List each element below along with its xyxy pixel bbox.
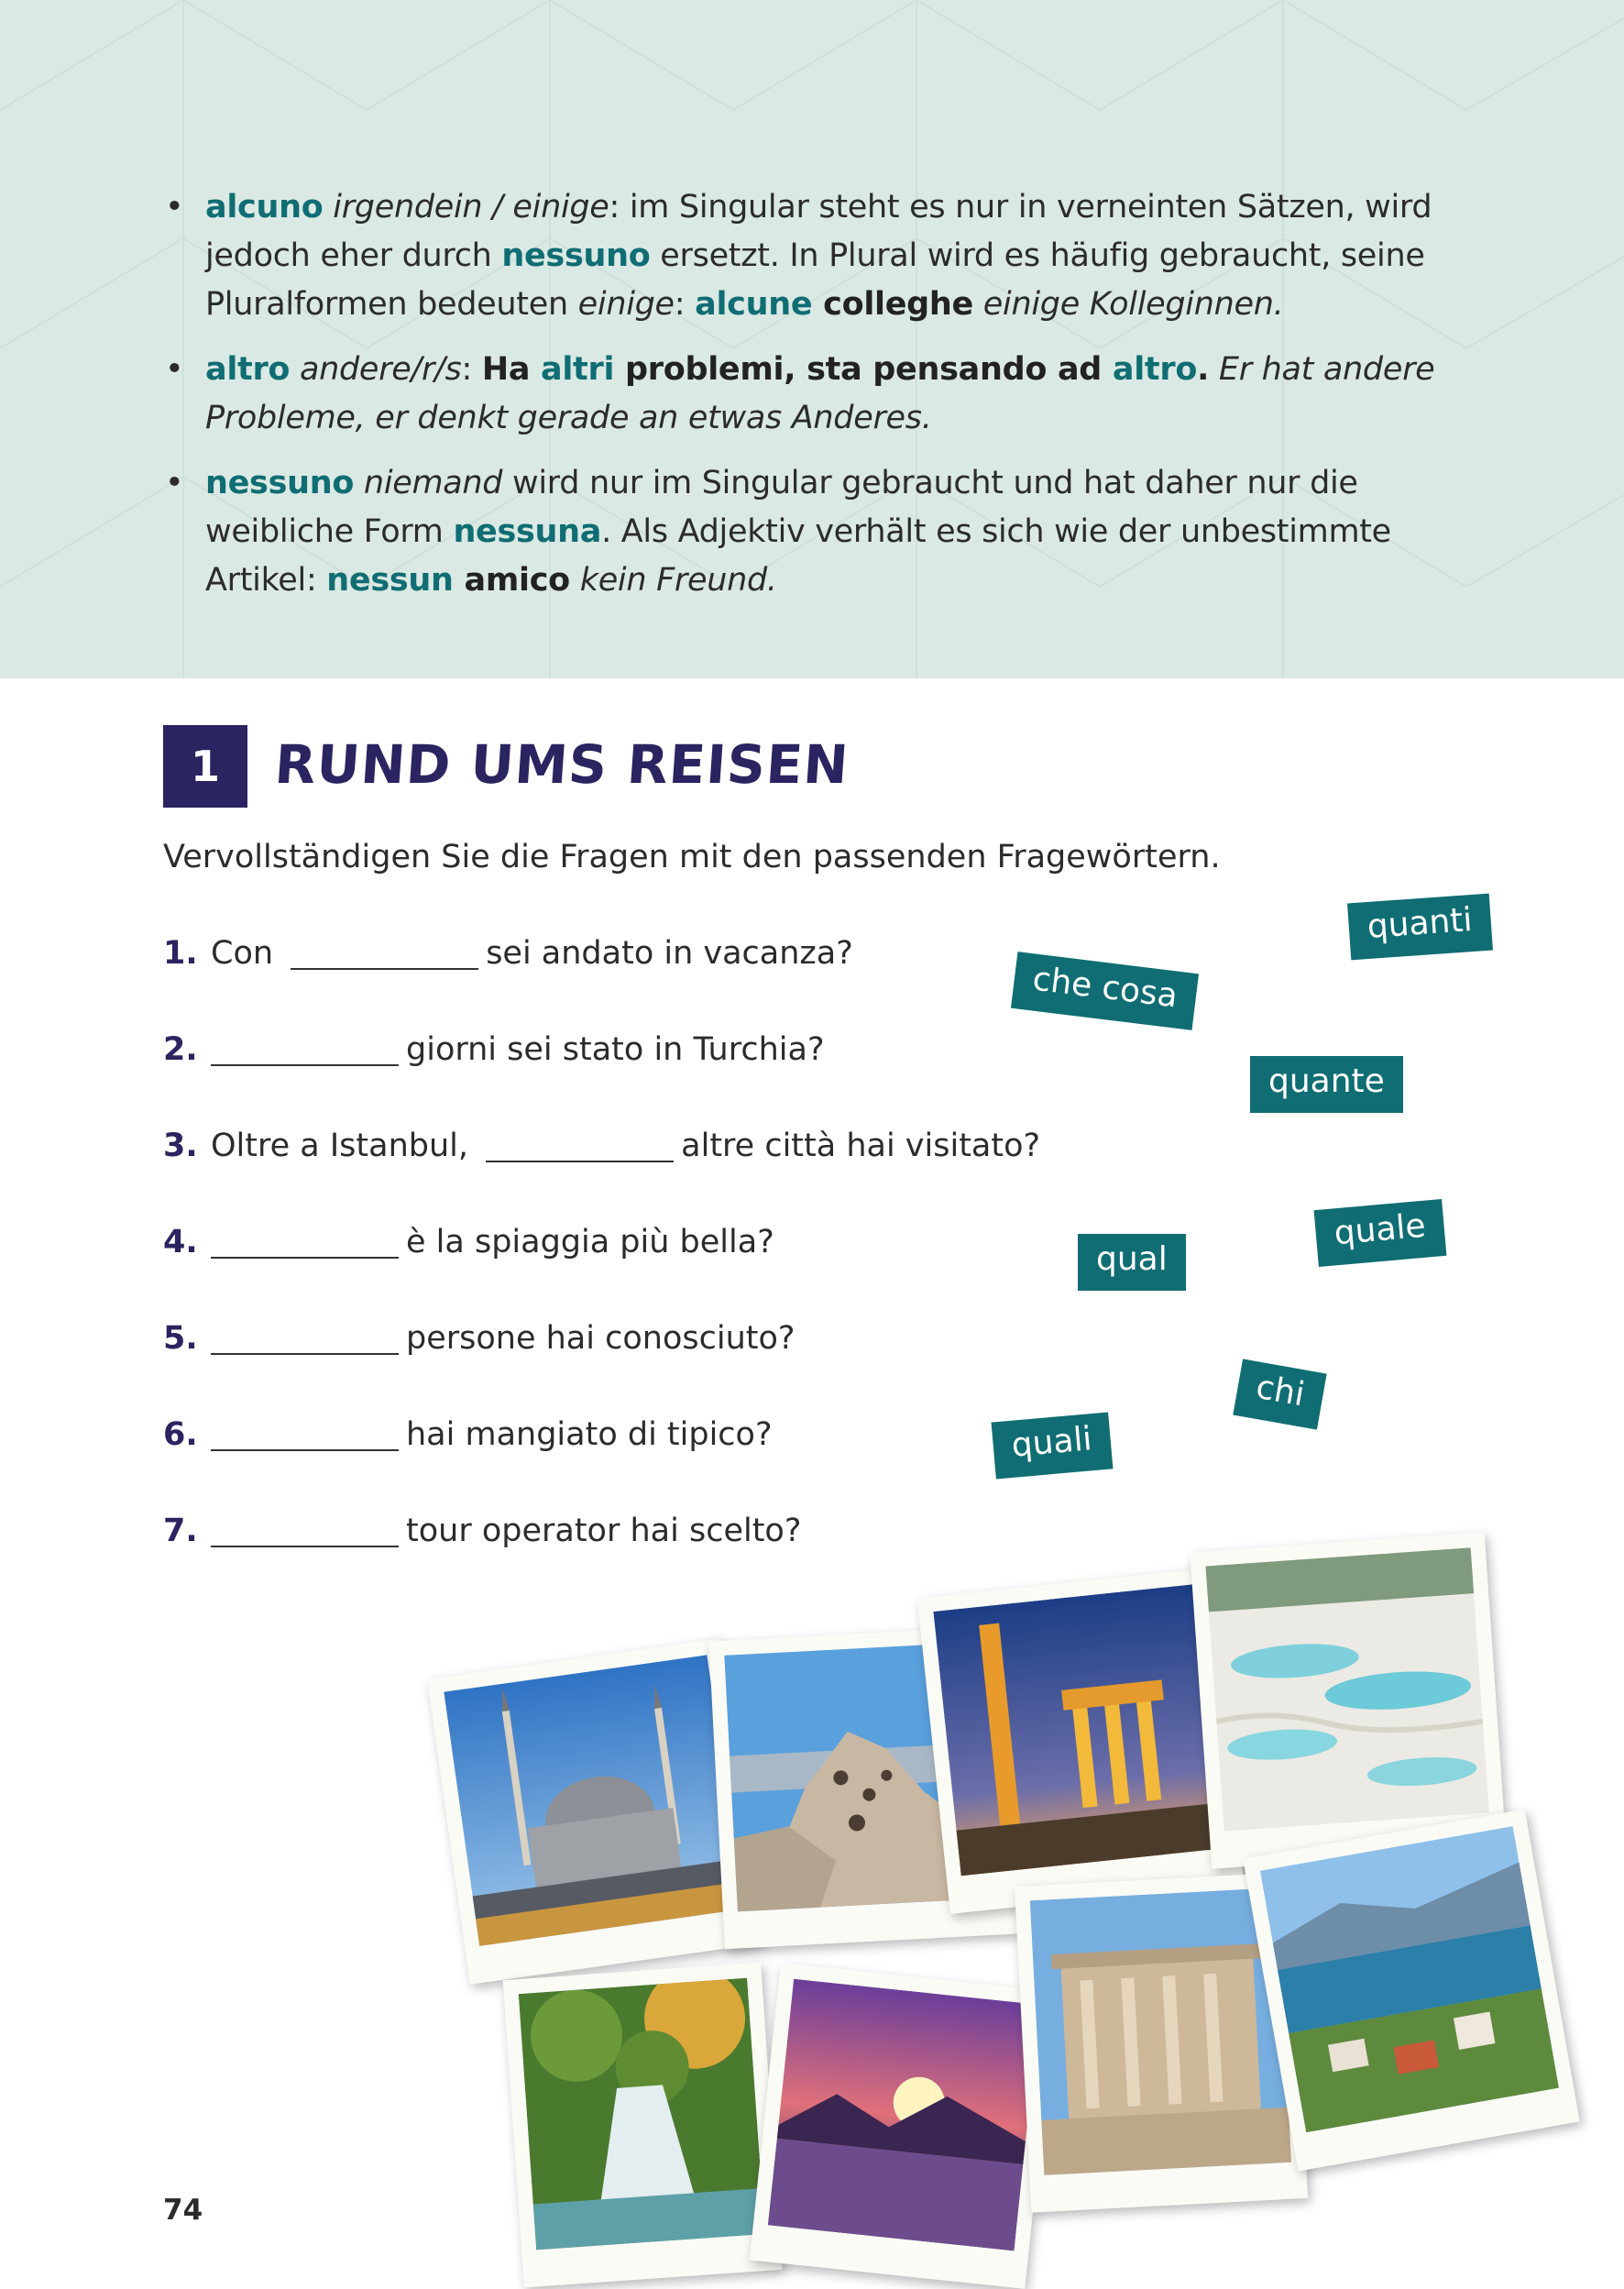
- answer-blank[interactable]: [211, 1513, 399, 1547]
- question-item: [163, 1128, 1040, 1224]
- sunset-photo: [750, 1963, 1056, 2289]
- word-tag-chi[interactable]: chi: [1233, 1359, 1326, 1429]
- grammar-text: altri: [541, 351, 615, 388]
- grammar-text: :: [461, 351, 482, 388]
- grammar-text: wird nur im Singular gebraucht und hat daher nur die weibliche Form: [205, 465, 1358, 550]
- question-text-after: è la spiaggia più bella?: [406, 1224, 774, 1260]
- grammar-item: [165, 459, 1485, 605]
- grammar-text: Ha: [481, 351, 542, 388]
- grammar-text: einige Kolleginnen.: [972, 286, 1284, 323]
- word-tag-qual[interactable]: qual: [1078, 1234, 1186, 1291]
- grammar-text: andere/r/s: [290, 351, 462, 388]
- question-item: [163, 935, 1040, 1031]
- pamukkale-photo: [1190, 1532, 1506, 1869]
- antalya-photo: [1243, 1810, 1579, 2172]
- grammar-text: : im Singular steht es nur in verneinten Sätzen, wird jedoch eher durch: [205, 189, 1432, 274]
- answer-blank[interactable]: [211, 1031, 399, 1066]
- question-item: [163, 1320, 1040, 1416]
- exercise-instruction: Vervollständigen Sie die Fragen mit den passenden Fragewörtern.: [163, 839, 1221, 875]
- word-tag-quante[interactable]: quante: [1250, 1056, 1403, 1113]
- grammar-text: Er hat andere Probleme, er denkt gerade an etwas Anderes.: [205, 351, 1435, 436]
- grammar-text: . Als Adjektiv verhält es sich wie der unbestimmte Artikel:: [205, 513, 1391, 599]
- answer-blank[interactable]: [291, 935, 478, 970]
- question-text-after: hai mangiato di tipico?: [406, 1416, 773, 1453]
- answer-blank[interactable]: [486, 1128, 674, 1162]
- grammar-text: nessun: [326, 562, 454, 599]
- question-text-after: tour operator hai scelto?: [406, 1513, 802, 1549]
- answer-blank[interactable]: [211, 1320, 399, 1355]
- grammar-text: einige: [577, 286, 675, 323]
- word-tag-quali[interactable]: quali: [992, 1413, 1114, 1480]
- question-number: 2.: [163, 1031, 198, 1068]
- question-number: 7.: [163, 1513, 198, 1549]
- grammar-text: amico: [453, 562, 570, 599]
- question-text-before: Oltre a Istanbul,: [211, 1128, 469, 1164]
- section-number-badge: 1: [163, 725, 247, 808]
- word-tag-quanti[interactable]: quanti: [1347, 894, 1493, 961]
- grammar-text: ersetzt. In Plural wird es häufig gebraucht, seine Pluralformen bedeuten: [205, 237, 1425, 323]
- grammar-text: altro: [205, 351, 291, 388]
- word-tag-che-cosa[interactable]: che cosa: [1011, 952, 1199, 1030]
- grammar-text: .: [1197, 351, 1210, 388]
- grammar-box: [0, 0, 1624, 678]
- question-item: [163, 1513, 1040, 1609]
- grammar-text: colleghe: [812, 286, 973, 323]
- grammar-text: alcune: [695, 286, 813, 323]
- question-number: 1.: [163, 935, 198, 972]
- grammar-list: [165, 183, 1485, 622]
- grammar-text: nessuno: [501, 237, 651, 274]
- section-title: RUND UMS REISEN: [272, 733, 851, 796]
- question-text-after: persone hai conosciuto?: [406, 1320, 796, 1357]
- grammar-text: nessuno: [205, 465, 355, 501]
- grammar-text: kein Freund.: [569, 562, 777, 599]
- grammar-text: alcuno: [205, 189, 324, 226]
- grammar-text: :: [674, 286, 696, 323]
- answer-blank[interactable]: [211, 1224, 399, 1259]
- question-number: 4.: [163, 1224, 198, 1260]
- question-list: [163, 935, 1040, 1609]
- grammar-item: [165, 346, 1485, 443]
- page-number: 74: [163, 2194, 203, 2227]
- question-text-before: Con: [211, 935, 274, 972]
- grammar-text: niemand: [354, 465, 503, 501]
- question-text-after: giorni sei stato in Turchia?: [406, 1031, 825, 1068]
- grammar-item: [165, 183, 1485, 329]
- question-text-after: sei andato in vacanza?: [486, 935, 853, 972]
- question-text-after: altre città hai visitato?: [681, 1128, 1041, 1164]
- grammar-text: problemi, sta pensando ad: [614, 351, 1113, 388]
- grammar-text: irgendein / einige: [323, 189, 609, 226]
- answer-blank[interactable]: [211, 1416, 399, 1451]
- question-item: [163, 1416, 1040, 1513]
- question-item: [163, 1031, 1040, 1128]
- question-item: [163, 1224, 1040, 1320]
- question-number: 6.: [163, 1416, 198, 1453]
- grammar-text: altro: [1112, 351, 1198, 388]
- grammar-text: nessuna: [453, 513, 602, 550]
- question-number: 5.: [163, 1320, 198, 1357]
- word-tag-quale[interactable]: quale: [1314, 1199, 1447, 1267]
- question-number: 3.: [163, 1128, 198, 1164]
- waterfall-photo: [503, 1963, 783, 2288]
